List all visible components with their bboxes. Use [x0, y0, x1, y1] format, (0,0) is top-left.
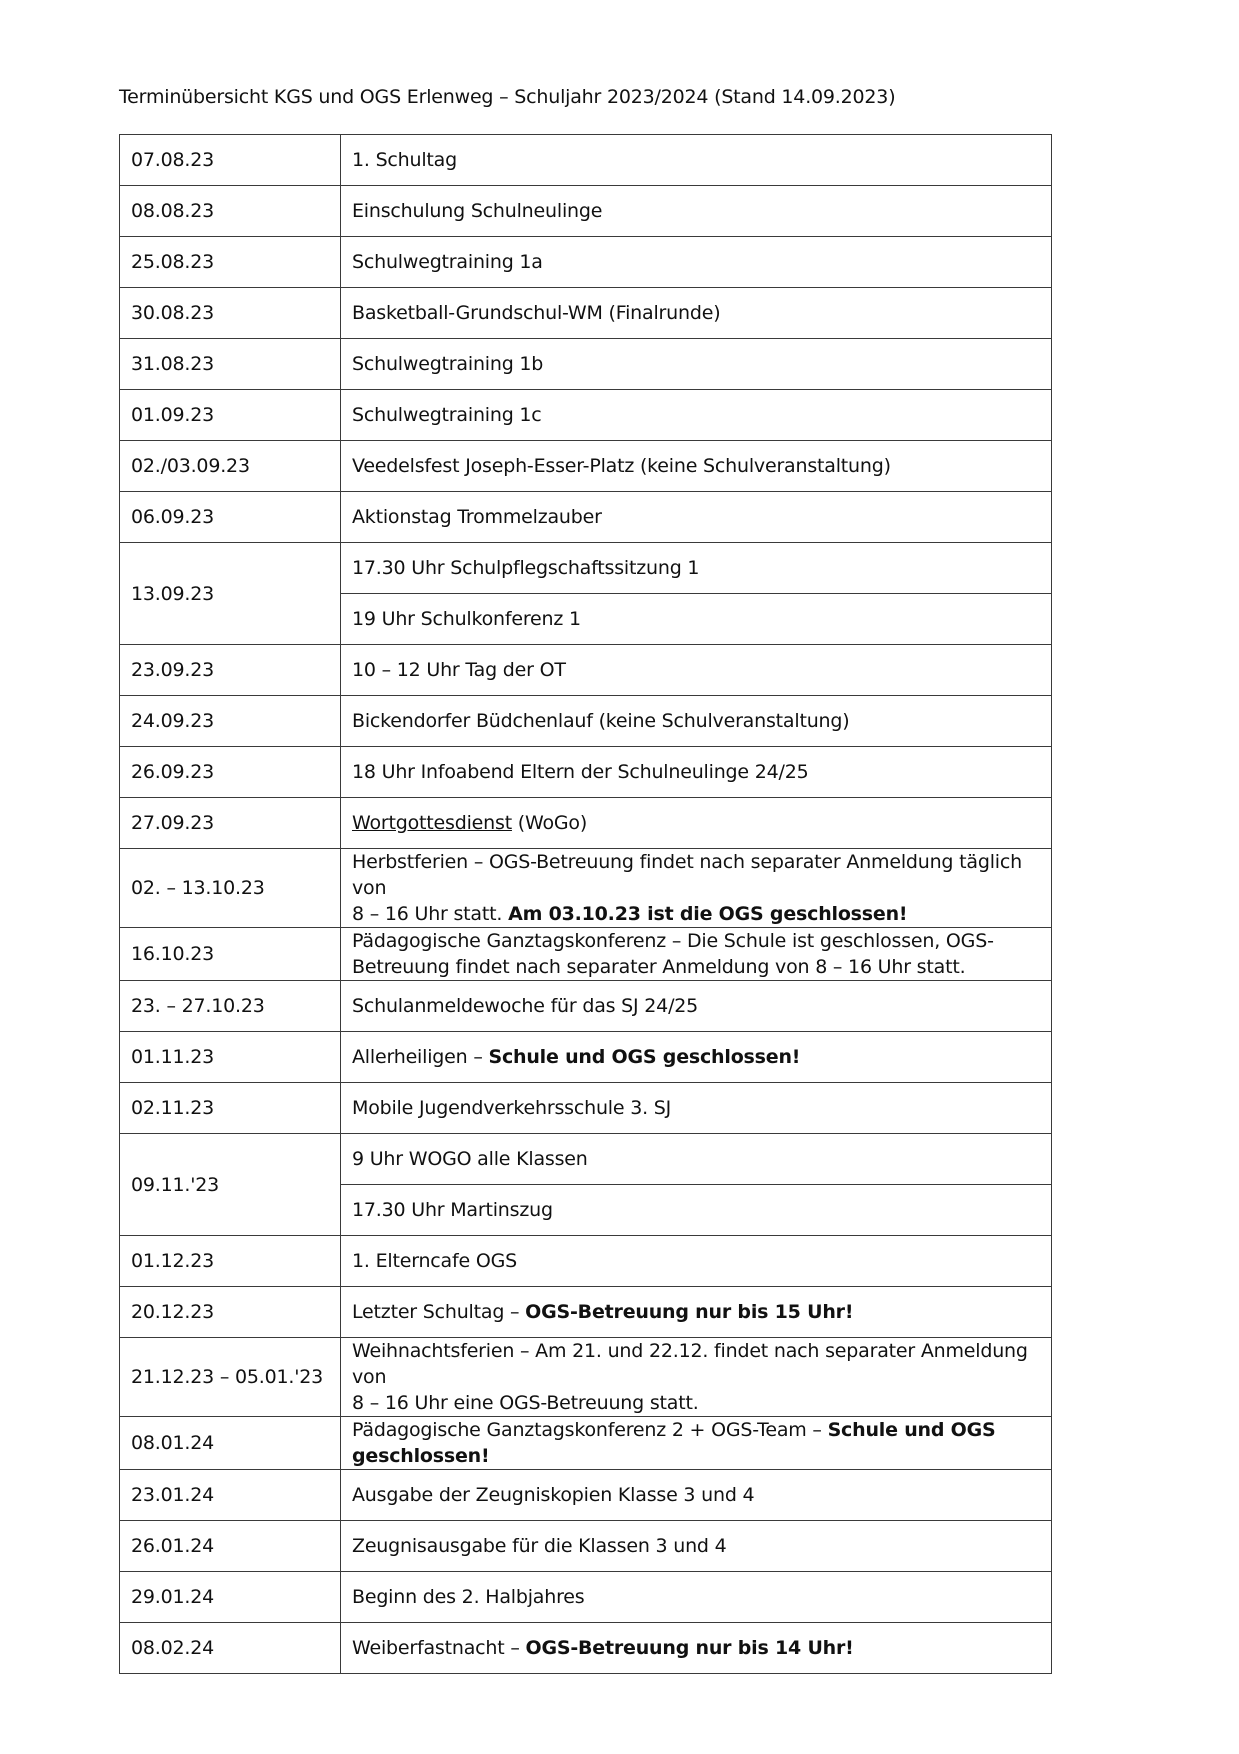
table-row	[120, 981, 1052, 1032]
event-text: Letzter Schultag –	[352, 1301, 526, 1323]
date-cell: 01.12.23	[120, 1236, 341, 1287]
event-cell: Aktionstag Trommelzauber	[341, 492, 1052, 543]
event-cell: 19 Uhr Schulkonferenz 1	[341, 594, 1052, 645]
event-text: 8 – 16 Uhr statt.	[352, 903, 509, 925]
date-cell: 16.10.23	[120, 928, 341, 981]
event-line-1: Weihnachtsferien – Am 21. und 22.12. findet nach separater Anmeldung von	[352, 1340, 1028, 1388]
event-cell: 17.30 Uhr Martinszug	[341, 1185, 1052, 1236]
table-row	[120, 1134, 1052, 1185]
page-title: Terminübersicht KGS und OGS Erlenweg – Schuljahr 2023/2024 (Stand 14.09.2023)	[119, 86, 896, 108]
event-text: (WoGo)	[511, 812, 588, 834]
event-cell: 1. Elterncafe OGS	[341, 1236, 1052, 1287]
event-cell: Zeugnisausgabe für die Klassen 3 und 4	[341, 1521, 1052, 1572]
table-row	[120, 928, 1052, 981]
event-line-2: geschlossen!	[352, 1445, 490, 1467]
event-cell: Einschulung Schulneulinge	[341, 186, 1052, 237]
date-cell: 26.09.23	[120, 747, 341, 798]
event-line-1	[352, 1417, 1040, 1443]
date-cell: 23. – 27.10.23	[120, 981, 341, 1032]
event-cell	[341, 798, 1052, 849]
table-row	[120, 696, 1052, 747]
event-cell	[341, 1338, 1052, 1417]
event-text: Allerheiligen –	[352, 1046, 489, 1068]
table-row	[120, 135, 1052, 186]
date-cell: 09.11.'23	[120, 1134, 341, 1236]
date-cell: 23.01.24	[120, 1470, 341, 1521]
table-row	[120, 237, 1052, 288]
table-row	[120, 798, 1052, 849]
event-text: Pädagogische Ganztagskonferenz 2 + OGS-Team –	[352, 1419, 828, 1441]
event-cell: Schulwegtraining 1b	[341, 339, 1052, 390]
event-cell	[341, 1032, 1052, 1083]
table-row	[120, 1032, 1052, 1083]
date-cell: 08.01.24	[120, 1417, 341, 1470]
event-line-1: Herbstferien – OGS-Betreuung findet nach separater Anmeldung täglich von	[352, 851, 1022, 899]
date-cell: 13.09.23	[120, 543, 341, 645]
table-row	[120, 747, 1052, 798]
table-row	[120, 1623, 1052, 1674]
event-cell	[341, 1623, 1052, 1674]
event-bold-text: OGS-Betreuung nur bis 14 Uhr!	[525, 1637, 854, 1659]
table-row	[120, 441, 1052, 492]
event-bold-text: Schule und OGS	[827, 1419, 996, 1441]
date-cell: 02./03.09.23	[120, 441, 341, 492]
date-cell: 24.09.23	[120, 696, 341, 747]
table-row	[120, 339, 1052, 390]
event-cell	[341, 849, 1052, 928]
event-cell: Veedelsfest Joseph-Esser-Platz (keine Schulveranstaltung)	[341, 441, 1052, 492]
event-cell: Schulanmeldewoche für das SJ 24/25	[341, 981, 1052, 1032]
table-row	[120, 492, 1052, 543]
date-cell: 02.11.23	[120, 1083, 341, 1134]
event-cell: Beginn des 2. Halbjahres	[341, 1572, 1052, 1623]
event-cell: Bickendorfer Büdchenlauf (keine Schulveranstaltung)	[341, 696, 1052, 747]
date-cell: 21.12.23 – 05.01.'23	[120, 1338, 341, 1417]
table-row	[120, 1572, 1052, 1623]
date-cell: 08.02.24	[120, 1623, 341, 1674]
event-cell: 10 – 12 Uhr Tag der OT	[341, 645, 1052, 696]
date-cell: 29.01.24	[120, 1572, 341, 1623]
table-row	[120, 645, 1052, 696]
event-cell: 9 Uhr WOGO alle Klassen	[341, 1134, 1052, 1185]
table-row	[120, 849, 1052, 928]
date-cell: 01.11.23	[120, 1032, 341, 1083]
table-row	[120, 1470, 1052, 1521]
event-cell: 17.30 Uhr Schulpflegschaftssitzung 1	[341, 543, 1052, 594]
event-cell: Schulwegtraining 1c	[341, 390, 1052, 441]
table-row	[120, 543, 1052, 594]
date-cell: 02. – 13.10.23	[120, 849, 341, 928]
event-underlined-text: Wortgottesdienst	[352, 812, 512, 834]
table-row	[120, 1287, 1052, 1338]
event-cell: Basketball-Grundschul-WM (Finalrunde)	[341, 288, 1052, 339]
event-cell	[341, 928, 1052, 981]
event-text: Weiberfastnacht –	[352, 1637, 526, 1659]
date-cell: 23.09.23	[120, 645, 341, 696]
table-row	[120, 1083, 1052, 1134]
event-cell: Mobile Jugendverkehrsschule 3. SJ	[341, 1083, 1052, 1134]
date-cell: 26.01.24	[120, 1521, 341, 1572]
date-cell: 20.12.23	[120, 1287, 341, 1338]
table-row	[120, 1521, 1052, 1572]
event-cell: Ausgabe der Zeugniskopien Klasse 3 und 4	[341, 1470, 1052, 1521]
date-cell: 06.09.23	[120, 492, 341, 543]
event-line-2: 8 – 16 Uhr eine OGS-Betreuung statt.	[352, 1392, 699, 1414]
table-row	[120, 1417, 1052, 1470]
event-cell	[341, 1417, 1052, 1470]
event-cell: 1. Schultag	[341, 135, 1052, 186]
event-bold-text: Schule und OGS geschlossen!	[488, 1046, 801, 1068]
event-line-2: Betreuung findet nach separater Anmeldung von 8 – 16 Uhr statt.	[352, 956, 966, 978]
table-row	[120, 186, 1052, 237]
event-bold-text: Am 03.10.23 ist die OGS geschlossen!	[508, 903, 908, 925]
date-cell: 27.09.23	[120, 798, 341, 849]
event-cell: Schulwegtraining 1a	[341, 237, 1052, 288]
date-cell: 07.08.23	[120, 135, 341, 186]
event-cell	[341, 1287, 1052, 1338]
date-cell: 31.08.23	[120, 339, 341, 390]
schedule-table	[119, 134, 1052, 1674]
table-row	[120, 288, 1052, 339]
date-cell: 25.08.23	[120, 237, 341, 288]
date-cell: 08.08.23	[120, 186, 341, 237]
event-cell: 18 Uhr Infoabend Eltern der Schulneulinge 24/25	[341, 747, 1052, 798]
table-row	[120, 1236, 1052, 1287]
event-line-2	[352, 901, 1040, 927]
event-line-1: Pädagogische Ganztagskonferenz – Die Schule ist geschlossen, OGS-	[352, 930, 994, 952]
table-row	[120, 390, 1052, 441]
table-row	[120, 1338, 1052, 1417]
date-cell: 01.09.23	[120, 390, 341, 441]
date-cell: 30.08.23	[120, 288, 341, 339]
event-bold-text: OGS-Betreuung nur bis 15 Uhr!	[525, 1301, 854, 1323]
